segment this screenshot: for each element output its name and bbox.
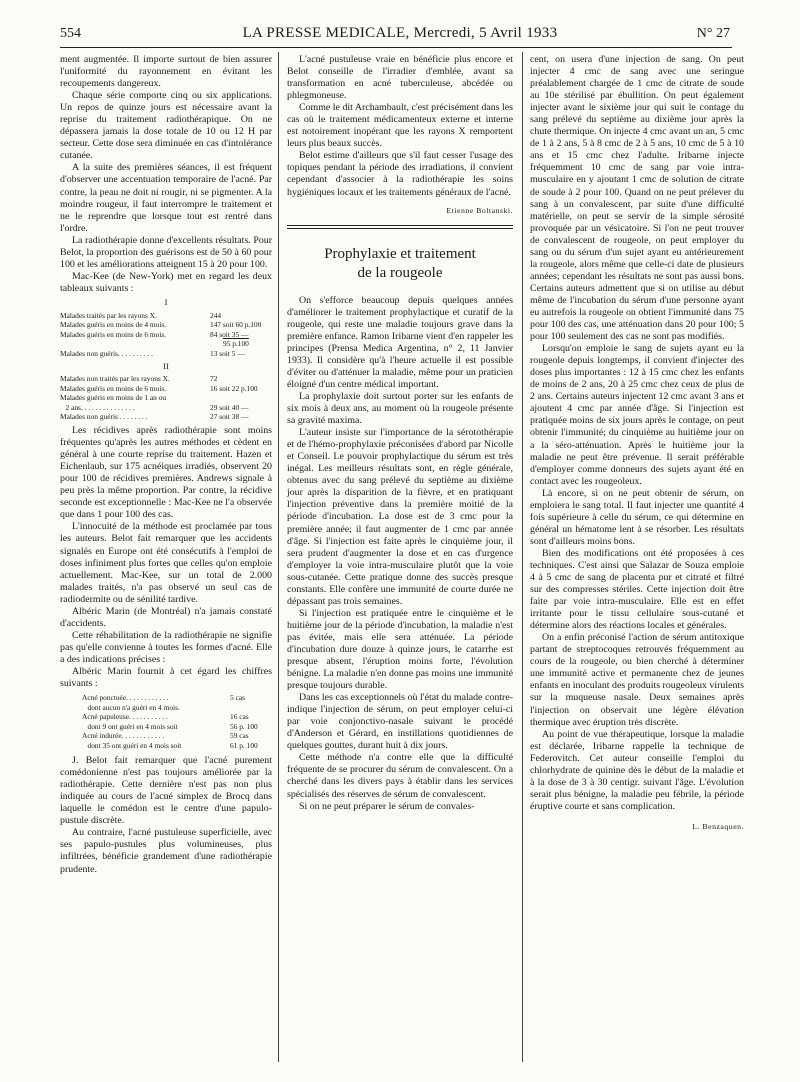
table-row xyxy=(60,741,272,751)
table-cell: 16 cas xyxy=(230,712,249,722)
column-divider xyxy=(522,52,523,1062)
column-3 xyxy=(530,54,744,833)
paragraph: L'auteur insiste sur l'importance de la sérotothérapie et de l'hémo-prophylaxie préconisées d'abord par Nicolle et Conseil. Le pouvoir prophylactique du sérum est très inégal. Les meilleurs résultats sont, en règle générale, obtenus avec du sang prélevé du septième au dixième jour après la disparition de la fièvre, et en pratiquant l'injection préventive dans la première moitié de la période d'incubation. La dose est de 3 cmc pour la première année; il faut augmenter de 1 cmc par année d'âge. Si l'injection est faite après le cinquième jour, il sera prudent d'augmenter la dose et en cas d'urgence d'employer la voie intra-musculaire plutôt que la voie sous-cutanée. Cette pratique donne des succès presque constants. Elle confère une immunité de courte durée ne dépassant pas trois semaines. xyxy=(287,427,513,607)
table-row xyxy=(60,374,272,384)
article-title-line: de la rougeole xyxy=(357,264,443,281)
paragraph: Mac-Kee (de New-York) met en regard les deux tableaux suivants : xyxy=(60,270,272,294)
table-cell: Malades guéris en moins de 6 mois. xyxy=(60,383,167,393)
table-cell: Acné indurée. . . . . . . . . . . . xyxy=(82,731,165,741)
table-cell: Malades guéris en moins de 4 mois. xyxy=(60,320,167,330)
table-cell: Malades guéris en moins de 1 an ou xyxy=(60,393,167,403)
article-title-line: Prophylaxie et traitement xyxy=(324,245,476,262)
paragraph: La prophylaxie doit surtout porter sur les enfants de six mois à deux ans, au moment où la rougeole présente sa gravité maxima. xyxy=(287,390,513,427)
paragraph: On a enfin préconisé l'action de sérum antitoxique partant de streptocoques retrouvés fréquemment au cours de la rougeole, ou bien cherché à déterminer une immunité active et permanente chez de jeunes enfants en inoculant des produits rougeoleux virulents sur la muqueuse nasale. Deux semaines après l'injection on observait une légère élévation thermique avec éruption très discrète. xyxy=(530,632,744,728)
paragraph: Albéric Marin (de Montréal) n'a jamais constaté d'accidents. xyxy=(60,605,272,629)
table-cell: Malades traités par les rayons X. xyxy=(60,310,157,320)
paragraph: J. Belot fait remarquer que l'acné purement comédonienne n'est pas toujours améliorée par la radiothérapie. Cette dernière n'est pas non plus indiquée au cours de l'acné simplex de Brocq dans laquelle le comédon est le centre d'une papulo-pustule discrète. xyxy=(60,755,272,827)
paragraph: Si l'injection est pratiquée entre le cinquième et le huitième jour de la période d'incubation, la maladie n'est pas évitée, mais elle sera atténuée. La période d'incubation dure douze à quinze jours, le catarrhe est presque absent, l'éruption moins forte, l'évolution bénigne. La maladie n'en donne pas moins une immunité presque toujours durable. xyxy=(287,607,513,692)
paragraph: On s'efforce beaucoup depuis quelques années d'améliorer le traitement prophylactique et curatif de la rougeole, qui reste une maladie toujours grave dans la première enfance. Ramon Iribarne vient d'en rappeler les principes (Prensa Medica Argentina, n° 2, 11 Janvier 1933). Il considère qu'à l'heure actuelle il est possible d'éviter ou d'atténuer la maladie, même pour un praticien éloigné d'un centre médical important. xyxy=(287,294,513,390)
table-cell: Acné papuleuse. . . . . . . . . . . xyxy=(82,712,168,722)
table-cell: 5 cas xyxy=(230,693,245,703)
table-row xyxy=(60,712,272,722)
table-row xyxy=(60,703,272,713)
table-cell: 56 p. 100 xyxy=(230,721,258,731)
table-row xyxy=(60,412,272,422)
table-cell: dont 35 ont guéri en 4 mois soit xyxy=(82,740,182,750)
paragraph: Belot estime d'ailleurs que s'il faut cesser l'usage des topiques pendant la période des irradiations, il convient cependant d'associer à la radiothérapie les soins hygiéniques locaux et les traitements généraux de l'acné. xyxy=(287,150,513,198)
table-cell: 16 soit 22 p.100 xyxy=(210,383,258,393)
table-heading: I xyxy=(164,296,168,307)
table-cell: dont 9 ont guéri en 4 mois soit xyxy=(82,721,178,731)
paragraph: Lorsqu'on emploie le sang de sujets ayant eu la rougeole depuis longtemps, il convient d'injecter des doses plus importantes : 12 à 15 cmc chez les enfants de moins de 2 ans, 20 à 25 cmc chez ceux de plus de 2 ans. Certains auteurs injectent 12 cmc avant 3 ans et ajoutent 4 cmc par année d'âge. Si l'injection est pratiquée moins de six jours après le contage, on peut obtenir l'immunité; du cinquième au huitième jour on a la séro-atténuation. Après le huitième jour la maladie ne peut être prévenue. Il serait préférable d'employer comme donneurs des sujets ayant été en contact avec les rougeoleux. xyxy=(530,343,744,487)
table-cell: 72 xyxy=(210,374,218,384)
table-cell: 2 ans. . . . . . . . . . . . . . . xyxy=(60,402,135,412)
paragraph: Dans les cas exceptionnels où l'état du malade contre-indique l'injection de sérum, on peut employer celui-ci par voie conjonctivo-nasale suivant le procédé d'Anderson et Gérard, en instillations quotidiennes de quelques gouttes, durant huit à dix jours. xyxy=(287,692,513,752)
table-cell: dont aucun n'a guéri en 4 mois. xyxy=(82,702,180,712)
table-row xyxy=(60,722,272,732)
author-signature: L. Benzaquen. xyxy=(692,821,744,831)
table-cell: Malades non traités par les rayons X. xyxy=(60,374,170,384)
paragraph: Chaque série comporte cinq ou six applications. Un repos de quinze jours est nécessaire avant la reprise du traitement radiothérapique. On ne dépassera jamais la dose totale de 10 ou 12 H par secteur. Cette dose sera diminuée en cas d'intolérance cutanée. xyxy=(60,90,272,162)
table-cell: 61 p. 100 xyxy=(230,740,258,750)
paragraph: Si on ne peut préparer le sérum de convales- xyxy=(299,800,475,812)
table-cell: Malades non guéris. . . . . . . . . . xyxy=(60,348,153,358)
table-row xyxy=(60,403,272,413)
page-number: 554 xyxy=(60,26,81,41)
author-signature: Etienne Boltanski. xyxy=(446,205,513,215)
column-1 xyxy=(60,54,272,876)
section-rule xyxy=(287,225,513,226)
table-cell: 147 soit 60 p.100 xyxy=(210,320,262,330)
table-row xyxy=(60,320,272,330)
table-cell: Malades non guéris . . . . . . . . xyxy=(60,412,148,422)
table-row xyxy=(60,731,272,741)
paragraph: cent, on usera d'une injection de sang. On peut injecter 4 cmc de sang avec une seringue préalablement chargée de 1 cmc de citrate de soude au 10e stérilisé par ébullition. On peut également injecter avant le sixième jour qui suit le contage du sang prélevé du septième au dixième jour après la chute thermique. On injecte 4 cmc avant un an, 5 cmc de 1 à 2 ans, 5 à 8 cmc de 2 à 5 ans, 10 cmc de 5 à 10 ans et 15 cmc chez l'adulte. Iribarne injecte fréquemment 10 cmc de sang par voie intra-musculaire en y ajoutant 1 cmc de solution de citrate de soude à 2 pour 100. Quand on ne peut prélever du sang à un convalescent, par suite d'une difficulté matérielle, on peut se servir de la simple sérosité provoquée par un vésicatoire. Si l'on ne peut trouver de convalescent de rougeole, on peut employer du sang ou du sérum d'un sujet ayant eu antérieurement la rougeole, alors même que celle-ci date de plusieurs années; cependant les résultats ne sont pas aussi bons. Certains auteurs admettent que si on utilise au début même de l'incubation du sérum d'une personne ayant eu autrefois la rougeole on obtient l'immunité dans 75 pour 100 des cas, une atténuation dans 20 pour 100; 5 pour 100 seulement des cas ne sont pas modifiés. xyxy=(530,54,744,343)
article-title xyxy=(287,245,513,283)
column-divider xyxy=(278,52,279,1062)
paragraph: Au contraire, l'acné pustuleuse superficielle, avec ses papulo-pustules plus volumineuses, plus infiltrées, bénéficie grandement d'une radiothérapie prudente. xyxy=(60,827,272,875)
table-cell: 59 cas xyxy=(230,731,249,741)
table-cell: Acné ponctuée. . . . . . . . . . . . xyxy=(82,693,169,703)
results-table-1 xyxy=(60,298,272,422)
table-heading: II xyxy=(163,360,169,371)
table-cell: 84 soit 35 — xyxy=(210,329,249,339)
table-row xyxy=(60,330,272,340)
paragraph: L'innocuité de la méthode est proclamée par tous les auteurs. Belot fait remarquer que les accidents signalés en Europe ont été consécutifs à l'emploi de doses infiniment plus fortes que celles qu'on emploie actuellement. Mac-Kee, sur un total de 2.000 malades traités, n'a pas observé un seul cas de radiodermite ou de sénilité tardive. xyxy=(60,521,272,605)
table-row xyxy=(60,339,272,349)
paragraph: Les récidives après radiothérapie sont moins fréquentes qu'après les autres méthodes et cèdent en général à une courte reprise du traitement. Hazen et Eichenlaub, sur 175 acnéiques irradiés, observent 20 pour 100 de récidives premières. Andrews signale à peu près la même proportion. Par contre, la récidive seconde est exceptionnelle : Mac-Kee ne l'a observée que dans 1 pour 100 des cas. xyxy=(60,425,272,521)
journal-title: LA PRESSE MEDICALE, Mercredi, 5 Avril 1933 xyxy=(242,25,558,41)
paragraph: Bien des modifications ont été proposées à ces techniques. C'est ainsi que Salazar de Souza emploie 4 à 5 cmc de sang de placenta pur et citraté et filtré sur des compresses stériles. Cette injection doit être faite par voie intra-musculaire. Elle est en effet irritante pour le tissu cellulaire sous-cutané et détermine alors des réactions locales et générales. xyxy=(530,547,744,632)
paragraph: A la suite des premières séances, il est fréquent d'observer une accentuation temporaire de l'acné. Par contre, la peau ne doit ni rougir, ni se pigmenter. A la moindre rougeur, il faut interrompre le traitement et ne le reprendre que lorsque tout est rentré dans l'ordre. xyxy=(60,162,272,234)
table-cell: 13 soit 5 — xyxy=(210,348,245,358)
column-2 xyxy=(287,54,513,813)
paragraph: La radiothérapie donne d'excellents résultats. Pour Belot, la proportion des guérisons est de 50 à 60 pour 100 et les améliorations atteignent 15 à 20 pour 100. xyxy=(60,234,272,270)
header-rule xyxy=(60,47,732,48)
section-rule xyxy=(287,228,513,229)
paragraph: Comme le dit Archambault, c'est précisément dans les cas où le traitement médicamenteux externe et interne est notoirement inopérant que les rayons X remportent leurs plus beaux succès. xyxy=(287,102,513,150)
table-row xyxy=(60,693,272,703)
paragraph: Albéric Marin fournit à cet égard les chiffres suivants : xyxy=(60,666,272,690)
results-table-3 xyxy=(60,693,272,750)
paragraph: L'acné pustuleuse vraie en bénéficie plus encore et Belot conseille de l'irradier d'emblée, avant sa transformation en acné tuberculeuse, abcédée ou phlegmoneuse. xyxy=(287,54,513,102)
table-cell: Malades guéris en moins de 6 mois. xyxy=(60,329,167,339)
table-row xyxy=(60,384,272,394)
paragraph: ment augmentée. Il importe surtout de bien assurer l'uniformité du rayonnement en évitant les recoupements dangereux. xyxy=(60,54,272,90)
table-cell: 244 xyxy=(210,310,222,320)
table-row xyxy=(60,349,272,359)
paragraph: Cette méthode n'a contre elle que la difficulté fréquente de se procurer du sérum de convalescent. On a cherché dans les divers pays à établir dans les services spécialisés des réserves de sérum de convalescent. xyxy=(287,752,513,800)
paragraph: Cette réhabilitation de la radiothérapie ne signifie pas qu'elle convienne à toutes les formes d'acné. Elle a des indications précises : xyxy=(60,629,272,665)
paragraph: Là encore, si on ne peut obtenir de sérum, on emploiera le sang total. Il faut injecter une quantité 4 fois supérieure à celle du sérum, ce qui détermine en général un hématome lent à se résorber. Les résultats sont d'ailleurs moins bons. xyxy=(530,487,744,547)
table-cell: 29 soit 40 — xyxy=(210,402,249,412)
paragraph: Au point de vue thérapeutique, lorsque la maladie est déclarée, Iribarne rappelle la technique de Federovitch. Cet auteur conseille l'emploi du chlorhydrate de quinine dès le début de la maladie et à la dose de 3 à 30 centigr. suivant l'âge. L'évolution serait plus bénigne, la maladie peu fébrile, la période éruptive courte et sans complication. xyxy=(530,728,744,812)
page-header xyxy=(0,20,800,46)
table-row xyxy=(60,311,272,321)
issue-number: N° 27 xyxy=(696,26,730,41)
table-cell: 27 soit 38 — xyxy=(210,412,249,422)
table-row xyxy=(60,393,272,403)
table-cell: 95 p.100 xyxy=(223,339,249,349)
